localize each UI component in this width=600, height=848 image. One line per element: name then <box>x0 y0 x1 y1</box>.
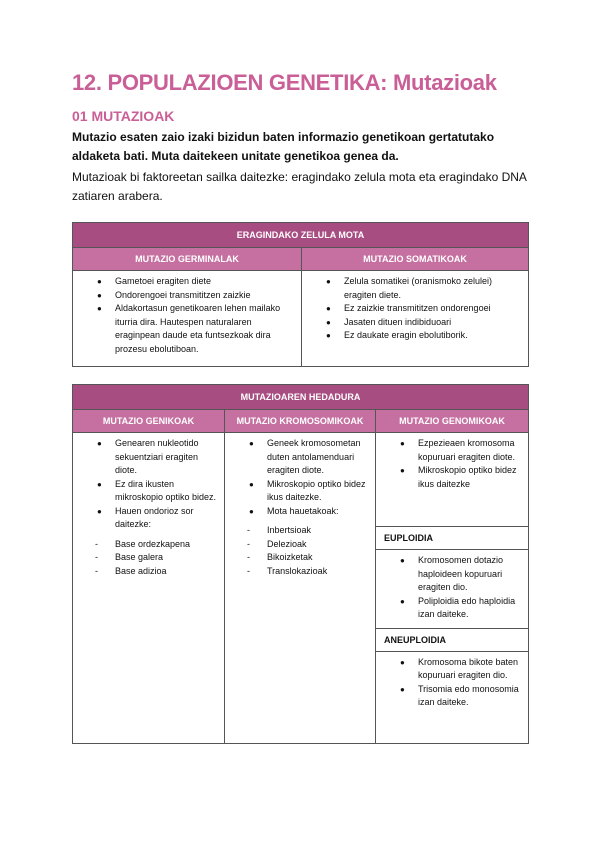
genic-header: MUTAZIO GENIKOAK <box>73 410 225 433</box>
chromosomic-cell <box>225 433 376 744</box>
euploidia-cell <box>376 550 529 629</box>
germinal-header: MUTAZIO GERMINALAK <box>73 248 302 271</box>
list-item: ● Aldakortasun genetikoaren lehen mailako iturria dira. Hautespen naturalaren eraginpean daude eta funtsezkoak dira prozesu ebolutiboan. <box>73 302 301 356</box>
somatic-header: MUTAZIO SOMATIKOAK <box>302 248 529 271</box>
aneuploidia-cell <box>376 651 529 743</box>
table1-header: ERAGINDAKO ZELULA MOTA <box>73 223 529 248</box>
list-item: ● Jasaten dituen indibiduoari <box>302 316 528 330</box>
list-item: ● Trisomia edo monosomia izan daiteke. <box>376 683 528 710</box>
table2-header: MUTAZIOAREN HEDADURA <box>73 385 529 410</box>
section-heading: 01 MUTAZIOAK <box>72 108 175 124</box>
intro-paragraph: Mutazioak bi faktoreetan sailka daitezke: eragindako zelula mota eta eragindako DNA zatiaren arabera. <box>72 170 527 203</box>
mutation-extent-table <box>72 384 529 744</box>
genomic-cell <box>376 433 529 527</box>
list-subitem: - Base adizioa <box>73 565 224 579</box>
list-subitem: - Translokazioak <box>225 565 375 579</box>
page-title: 12. POPULAZIOEN GENETIKA: Mutazioak <box>72 70 497 95</box>
list-item: ● Hauen ondorioz sor daitezke: <box>73 505 224 532</box>
list-item: ● Kromosoma bikote baten kopuruari eragiten dio. <box>376 656 528 683</box>
list-subitem: - Base galera <box>73 551 224 565</box>
list-item: ● Ezpezieaen kromosoma kopuruari eragiten diote. <box>376 437 528 464</box>
genomic-header: MUTAZIO GENOMIKOAK <box>376 410 529 433</box>
list-item: ● Ez zaizkie transmititzen ondorengoei <box>302 302 528 316</box>
list-item: ● Kromosomen dotazio haploideen kopuruari eragiten dio. <box>376 554 528 595</box>
list-item: ● Poliploidia edo haploidia izan daiteke. <box>376 595 528 622</box>
list-item: ● Geneek kromosometan duten antolamenduari eragiten diote. <box>225 437 375 478</box>
germinal-cell <box>73 271 302 367</box>
list-item: ● Zelula somatikei (oranismoko zelulei) eragiten diete. <box>302 275 528 302</box>
chromosomic-header: MUTAZIO KROMOSOMIKOAK <box>225 410 376 433</box>
aneuploidia-header: ANEUPLOIDIA <box>376 628 529 651</box>
list-subitem: - Delezioak <box>225 538 375 552</box>
list-item: ● Mota hauetakoak: <box>225 505 375 519</box>
genic-cell <box>73 433 225 744</box>
list-item: ● Genearen nukleotido sekuentziari eragiten diote. <box>73 437 224 478</box>
cell-type-table <box>72 222 529 367</box>
euploidia-header: EUPLOIDIA <box>376 527 529 550</box>
list-item: ● Ez daukate eragin ebolutiborik. <box>302 329 528 343</box>
somatic-cell <box>302 271 529 367</box>
page-content <box>72 70 528 206</box>
list-subitem: - Bikoizketak <box>225 551 375 565</box>
list-item: ● Ez dira ikusten mikroskopio optiko bidez. <box>73 478 224 505</box>
list-item: ● Mikroskopio optiko bidez ikus daitezke <box>376 464 528 491</box>
list-subitem: - Inbertsioak <box>225 524 375 538</box>
list-item: ● Ondorengoei transmititzen zaizkie <box>73 289 301 303</box>
list-item: ● Mikroskopio optiko bidez ikus daitezke. <box>225 478 375 505</box>
list-item: ● Gametoei eragiten diete <box>73 275 301 289</box>
intro-bold-paragraph: Mutazio esaten zaio izaki bizidun baten informazio genetikoan gertatutako aldaketa bati. Muta daitekeen unitate genetikoa genea da. <box>72 130 495 163</box>
list-subitem: - Base ordezkapena <box>73 538 224 552</box>
